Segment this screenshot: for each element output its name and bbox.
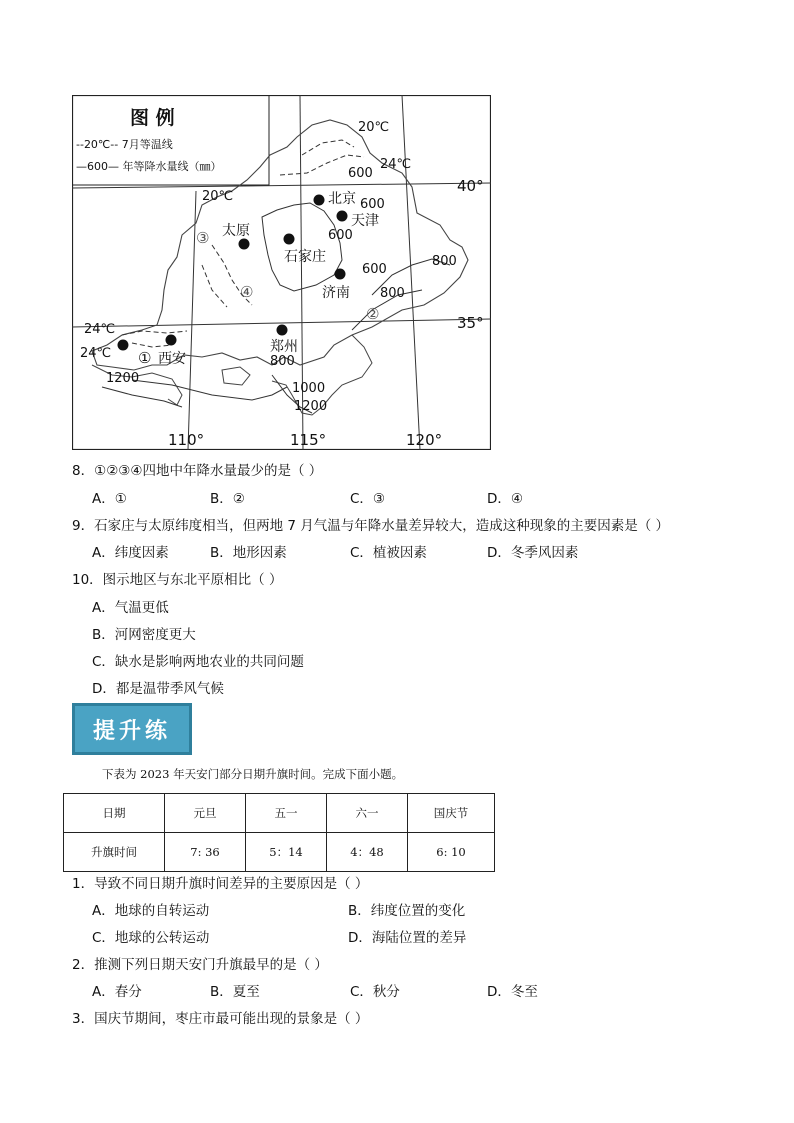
- table-cell-nationalday: 6: 10: [408, 833, 495, 872]
- table-header-row: [64, 794, 495, 833]
- city-taiyuan: 太原: [222, 223, 250, 239]
- isohyet-label-1000: 1000: [292, 381, 326, 396]
- isohyet-label-600-c: 600: [328, 228, 353, 243]
- q10-option-d[interactable]: D．都是温带季风气候: [92, 681, 224, 697]
- city-zhengzhou: 郑州: [270, 339, 298, 355]
- lon-label-120: 120°: [406, 431, 443, 449]
- table-header-mayday: 五一: [246, 794, 327, 833]
- q1-option-b[interactable]: B．纬度位置的变化: [348, 903, 466, 919]
- table-row: [64, 833, 495, 872]
- table-intro: 下表为 2023 年天安门部分日期升旗时间。完成下面小题。: [102, 767, 404, 781]
- city-dot-tianjin: [337, 211, 348, 222]
- isohyet-label-800-c: 800: [270, 354, 295, 369]
- table-header-nationalday: 国庆节: [408, 794, 495, 833]
- q10-option-c[interactable]: C．缺水是影响两地农业的共同问题: [92, 654, 304, 670]
- flag-raising-table: [63, 793, 495, 872]
- city-dot-shijiazhuang: [284, 234, 295, 245]
- table-header-childrensday: 六一: [327, 794, 408, 833]
- isotherm-label-24-ne: 24℃: [380, 157, 412, 172]
- question-8: 8．①②③④四地中年降水量最少的是（ ）: [72, 463, 323, 479]
- q2-option-b[interactable]: B．夏至: [210, 984, 260, 1000]
- question-3: 3．国庆节期间，枣庄市最可能出现的景象是（ ）: [72, 1011, 369, 1027]
- city-beijing: 北京: [328, 191, 356, 207]
- q8-option-b[interactable]: B．②: [210, 491, 245, 507]
- north-china-climate-map: [72, 95, 491, 450]
- q1-option-c[interactable]: C．地球的公转运动: [92, 930, 210, 946]
- isohyet-label-1200-w: 1200: [106, 371, 140, 386]
- city-tianjin: 天津: [351, 213, 379, 229]
- q1-option-a[interactable]: A．地球的自转运动: [92, 903, 210, 919]
- q8-option-d[interactable]: D．④: [487, 491, 523, 507]
- region-mark-3: ③: [196, 229, 210, 247]
- q9-option-b[interactable]: B．地形因素: [210, 545, 287, 561]
- q9-option-c[interactable]: C．植被因素: [350, 545, 427, 561]
- city-dot-taiyuan: [239, 239, 250, 250]
- isohyet-label-600-a: 600: [348, 166, 373, 181]
- question-9: 9．石家庄与太原纬度相当，但两地 7 月气温与年降水量差异较大，造成这种现象的主要因素是（ ）: [72, 518, 670, 534]
- city-jinan: 济南: [322, 285, 350, 301]
- q2-option-a[interactable]: A．春分: [92, 984, 142, 1000]
- q2-option-d[interactable]: D．冬至: [487, 984, 538, 1000]
- city-dot-beijing: [314, 195, 325, 206]
- q10-option-b[interactable]: B．河网密度更大: [92, 627, 196, 643]
- city-dot-xian-2: [118, 340, 129, 351]
- isotherm-label-20-w: 20℃: [202, 189, 234, 204]
- q8-option-c[interactable]: C．③: [350, 491, 386, 507]
- city-dot-xian: [166, 335, 177, 346]
- isotherm-label-24-sw2: 24℃: [80, 346, 112, 361]
- isohyet-label-600-d: 600: [362, 262, 387, 277]
- city-shijiazhuang: 石家庄: [284, 249, 326, 265]
- isotherm-label-24-sw1: 24℃: [84, 322, 116, 337]
- q2-option-c[interactable]: C．秋分: [350, 984, 400, 1000]
- city-xian: 西安: [158, 351, 186, 367]
- table-cell-childrensday: 4：48: [327, 833, 408, 872]
- table-cell-mayday: 5：14: [246, 833, 327, 872]
- city-dot-zhengzhou: [277, 325, 288, 336]
- isohyet-label-800-b: 800: [380, 286, 405, 301]
- legend-title: 图 例: [130, 107, 175, 129]
- isohyet-label-800-a: 800: [432, 254, 457, 269]
- isotherm-label-20-ne: 20℃: [358, 120, 390, 135]
- table-row-label: 升旗时间: [64, 833, 165, 872]
- region-mark-4: ④: [240, 283, 254, 301]
- isohyet-label-600-b: 600: [360, 197, 385, 212]
- region-mark-1: ①: [138, 349, 152, 367]
- question-10: 10．图示地区与东北平原相比（ ）: [72, 572, 283, 588]
- isohyet-label-1200-s: 1200: [294, 399, 328, 414]
- section-banner: 提升练: [72, 703, 192, 755]
- table-header-date: 日期: [64, 794, 165, 833]
- lat-label-35: 35°: [457, 314, 484, 332]
- table-header-newyear: 元旦: [165, 794, 246, 833]
- q10-option-a[interactable]: A．气温更低: [92, 600, 169, 616]
- city-dot-jinan: [335, 269, 346, 280]
- question-1: 1．导致不同日期升旗时间差异的主要原因是（ ）: [72, 876, 369, 892]
- lon-label-115: 115°: [290, 431, 327, 449]
- q1-option-d[interactable]: D．海陆位置的差异: [348, 930, 467, 946]
- lon-label-110: 110°: [168, 431, 205, 449]
- lat-label-40: 40°: [457, 177, 484, 195]
- legend-isotherm: --20℃-- 7月等温线: [76, 138, 173, 151]
- q9-option-a[interactable]: A．纬度因素: [92, 545, 169, 561]
- region-mark-2: ②: [366, 305, 380, 323]
- q9-option-d[interactable]: D．冬季风因素: [487, 545, 579, 561]
- legend-isohyet: —600— 年等降水量线（㎜）: [76, 160, 222, 173]
- table-cell-newyear: 7: 36: [165, 833, 246, 872]
- q8-option-a[interactable]: A．①: [92, 491, 127, 507]
- question-2: 2．推测下列日期天安门升旗最早的是（ ）: [72, 957, 328, 973]
